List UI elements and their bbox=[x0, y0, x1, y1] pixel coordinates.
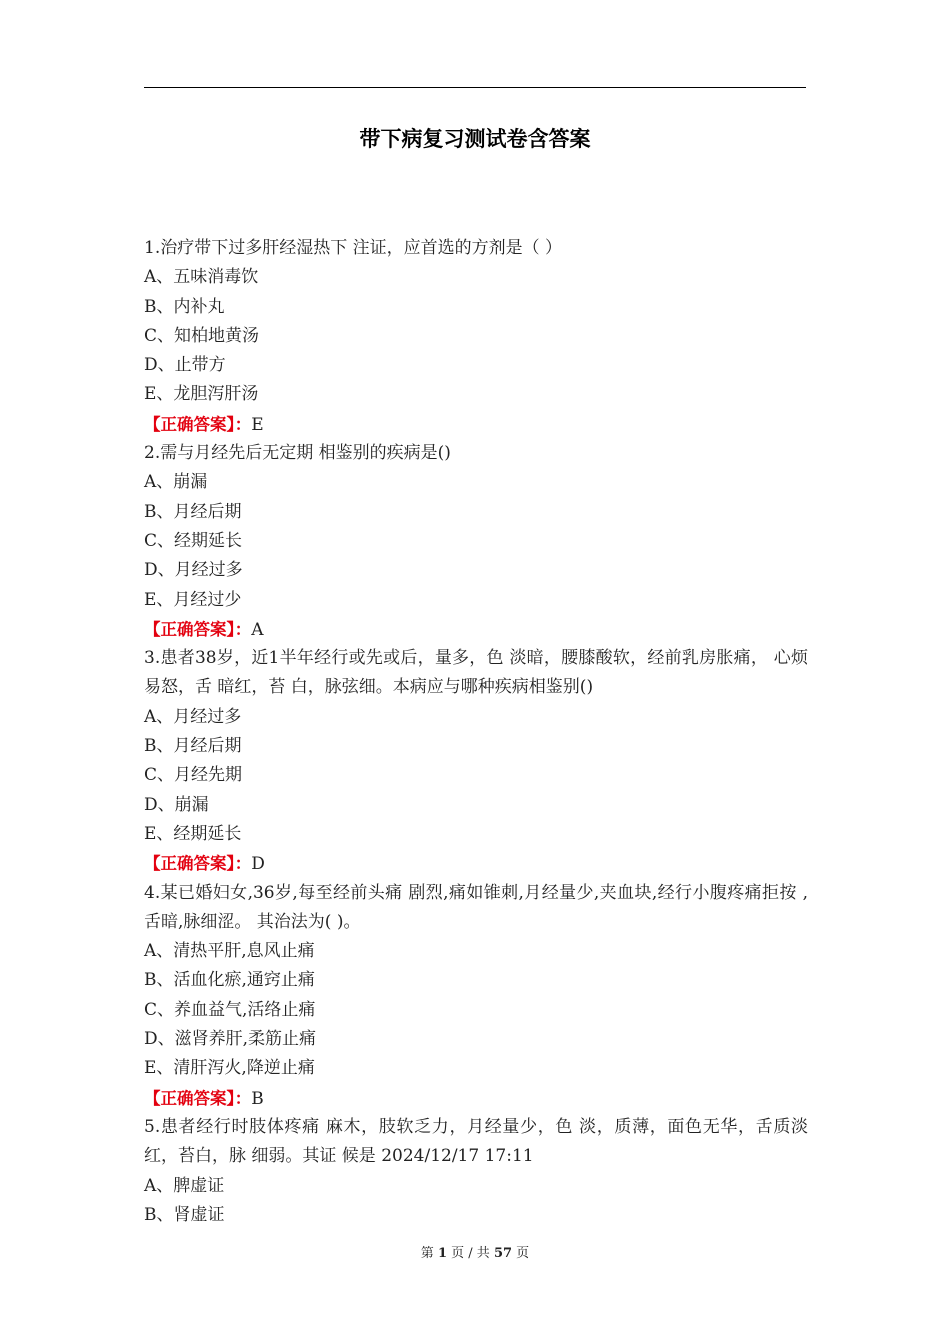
option-item: C、知柏地黄汤 bbox=[144, 325, 260, 346]
option-item: B、内补丸 bbox=[144, 296, 225, 317]
option-item: B、肾虚证 bbox=[144, 1204, 225, 1225]
answer-value: B bbox=[251, 1088, 264, 1109]
page-label-prefix: 第 bbox=[420, 1246, 434, 1261]
correct-answer bbox=[144, 410, 808, 439]
question-block bbox=[144, 439, 808, 644]
option-item: D、崩漏 bbox=[144, 794, 209, 815]
option-item: D、滋肾养肝,柔筋止痛 bbox=[144, 1029, 317, 1050]
question-list bbox=[144, 234, 808, 1230]
answer-value: A bbox=[251, 619, 264, 640]
page-label-mid: 页 / 共 bbox=[451, 1246, 490, 1261]
option-item: A、脾虚证 bbox=[144, 1175, 225, 1196]
question-block bbox=[144, 644, 808, 878]
total-pages: 57 bbox=[493, 1246, 513, 1261]
question-block bbox=[144, 1113, 808, 1230]
answer-label: 【正确答案】： bbox=[144, 414, 252, 434]
option-item: E、经期延长 bbox=[144, 823, 242, 844]
question-stem: 2.需与月经先后无定期 相鉴别的疾病是() bbox=[144, 443, 451, 464]
option-item: B、活血化瘀,通窍止痛 bbox=[144, 970, 315, 991]
answer-label: 【正确答案】： bbox=[144, 619, 252, 639]
option-item: C、经期延长 bbox=[144, 530, 243, 551]
correct-answer bbox=[144, 849, 808, 878]
option-item: B、月经后期 bbox=[144, 736, 242, 757]
question-stem: 1.治疗带下过多肝经湿热下 注证，应首选的方剂是（ ） bbox=[144, 238, 563, 258]
answer-label: 【正确答案】： bbox=[144, 1088, 252, 1108]
option-item: B、月经后期 bbox=[144, 501, 242, 522]
question-stem: 3.患者38岁，近1半年经行或先或后，量多，色 淡暗，腰膝酸软，经前乳房胀痛， 心烦易怒，舌 暗红，苔 白，脉弦细。本病应与哪种疾病相鉴别() bbox=[144, 648, 808, 698]
question-stem: 5.患者经行时肢体疼痛 麻木，肢软乏力，月经量少，色 淡，质薄，面色无华，舌质淡红，苔白，脉 细弱。其证 候是 2024/12/17 17:11 bbox=[144, 1116, 808, 1167]
option-item: A、清热平肝,息风止痛 bbox=[144, 941, 315, 962]
option-item: A、五味消毒饮 bbox=[144, 267, 259, 288]
page-label-suffix: 页 bbox=[516, 1246, 530, 1261]
answer-label: 【正确答案】： bbox=[144, 854, 252, 874]
answer-value: E bbox=[251, 414, 264, 435]
page-footer bbox=[0, 1244, 950, 1264]
document-title: 带下病复习测试卷含答案 bbox=[359, 127, 591, 151]
option-item: C、月经先期 bbox=[144, 765, 243, 786]
option-item: E、月经过少 bbox=[144, 589, 242, 610]
header-rule bbox=[144, 87, 806, 88]
question-stem: 4.某已婚妇女,36岁,每至经前头痛 剧烈,痛如锥刺,月经量少,夹血块,经行小腹疼痛拒按 ,舌暗,脉细涩。 其治法为( )。 bbox=[144, 882, 808, 932]
correct-answer bbox=[144, 615, 808, 644]
option-item: D、月经过多 bbox=[144, 560, 243, 581]
answer-value: D bbox=[251, 854, 265, 875]
correct-answer bbox=[144, 1084, 808, 1113]
page-number: 1 bbox=[437, 1246, 447, 1261]
option-item: E、龙胆泻肝汤 bbox=[144, 384, 259, 405]
option-item: A、月经过多 bbox=[144, 706, 242, 727]
option-item: E、清肝泻火,降逆止痛 bbox=[144, 1058, 315, 1079]
question-block bbox=[144, 879, 808, 1113]
option-item: A、崩漏 bbox=[144, 472, 208, 493]
option-item: C、养血益气,活络止痛 bbox=[144, 999, 316, 1020]
option-item: D、止带方 bbox=[144, 355, 226, 376]
question-block bbox=[144, 234, 808, 439]
